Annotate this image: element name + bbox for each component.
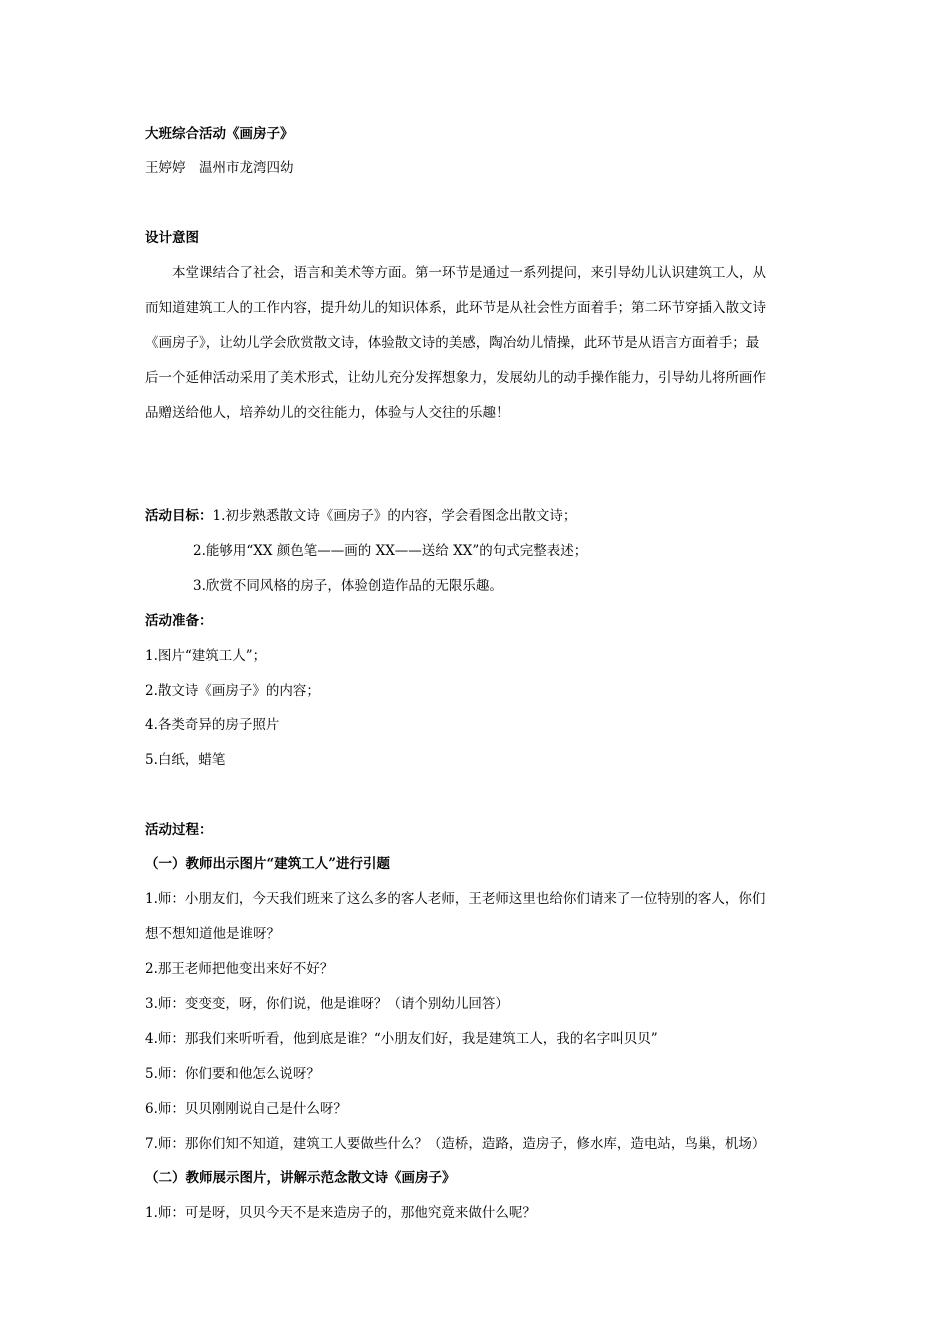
- process-item: 1.师：小朋友们，今天我们班来了这么多的客人老师，王老师这里也给你们请来了一位特别的客人，你们: [145, 891, 766, 907]
- doc-title: 大班综合活动《画房子》: [145, 126, 294, 142]
- process-item: 3.师：变变变，呀，你们说，他是谁呀？（请个别幼儿回答）: [145, 996, 509, 1012]
- process-section-1: （一）教师出示图片“建筑工人”进行引题: [145, 856, 391, 872]
- author-line: 王婷婷 温州市龙湾四幼: [145, 160, 294, 176]
- prep-heading: 活动准备：: [145, 613, 213, 629]
- prep-item: 5.白纸，蜡笔: [145, 752, 226, 768]
- process-item: 4.师：那我们来听听看，他到底是谁？“小朋友们好，我是建筑工人，我的名字叫贝贝”: [145, 1031, 658, 1047]
- goals-label: 活动目标：: [145, 508, 213, 524]
- process-item: 想不想知道他是谁呀？: [145, 926, 280, 942]
- prep-item: 1.图片“建筑工人”；: [145, 648, 267, 664]
- prep-item: 2.散文诗《画房子》的内容；: [145, 683, 320, 699]
- process-section-2: （二）教师展示图片，讲解示范念散文诗《画房子》: [145, 1170, 456, 1186]
- design-paragraph: [145, 256, 810, 431]
- goal-item: 3.欣赏不同风格的房子，体验创造作品的无限乐趣。: [193, 578, 503, 594]
- process-item: 1.师：可是呀，贝贝今天不是来造房子的，那他究竟来做什么呢？: [145, 1205, 536, 1221]
- process-item: 6.师：贝贝刚刚说自己是什么呀？: [145, 1101, 347, 1117]
- design-line: 《画房子》，让幼儿学会欣赏散文诗，体验散文诗的美感，陶冶幼儿情操，此环节是从语言方面着手；最: [145, 335, 760, 351]
- design-line: 本堂课结合了社会，语言和美术等方面。第一环节是通过一系列提问，来引导幼儿认识建筑工人，从: [145, 265, 766, 281]
- design-line: 品赠送给他人，培养幼儿的交往能力，体验与人交往的乐趣！: [145, 405, 510, 421]
- design-line: 而知道建筑工人的工作内容，提升幼儿的知识体系，此环节是从社会性方面着手；第二环节穿插入散文诗: [145, 300, 766, 316]
- process-item: 2.那王老师把他变出来好不好？: [145, 961, 334, 977]
- design-line: 后一个延伸活动采用了美术形式，让幼儿充分发挥想象力，发展幼儿的动手操作能力，引导幼儿将所画作: [145, 370, 766, 386]
- process-items-1: [145, 882, 810, 1162]
- prep-item: 4.各类奇异的房子照片: [145, 717, 280, 733]
- process-item: 5.师：你们要和他怎么说呀？: [145, 1066, 320, 1082]
- process-item: 7.师：那你们知不知道，建筑工人要做些什么？（造桥，造路，造房子，修水库，造电站，鸟巢，机场）: [145, 1136, 766, 1152]
- goal-item: 1.初步熟悉散文诗《画房子》的内容，学会看图念出散文诗；: [212, 508, 577, 524]
- goal-item: 2.能够用“XX 颜色笔——画的 XX——送给 XX”的句式完整表述；: [193, 543, 588, 559]
- process-heading: 活动过程：: [145, 822, 213, 838]
- design-heading: 设计意图: [145, 230, 199, 246]
- goals-first-line: [145, 506, 576, 526]
